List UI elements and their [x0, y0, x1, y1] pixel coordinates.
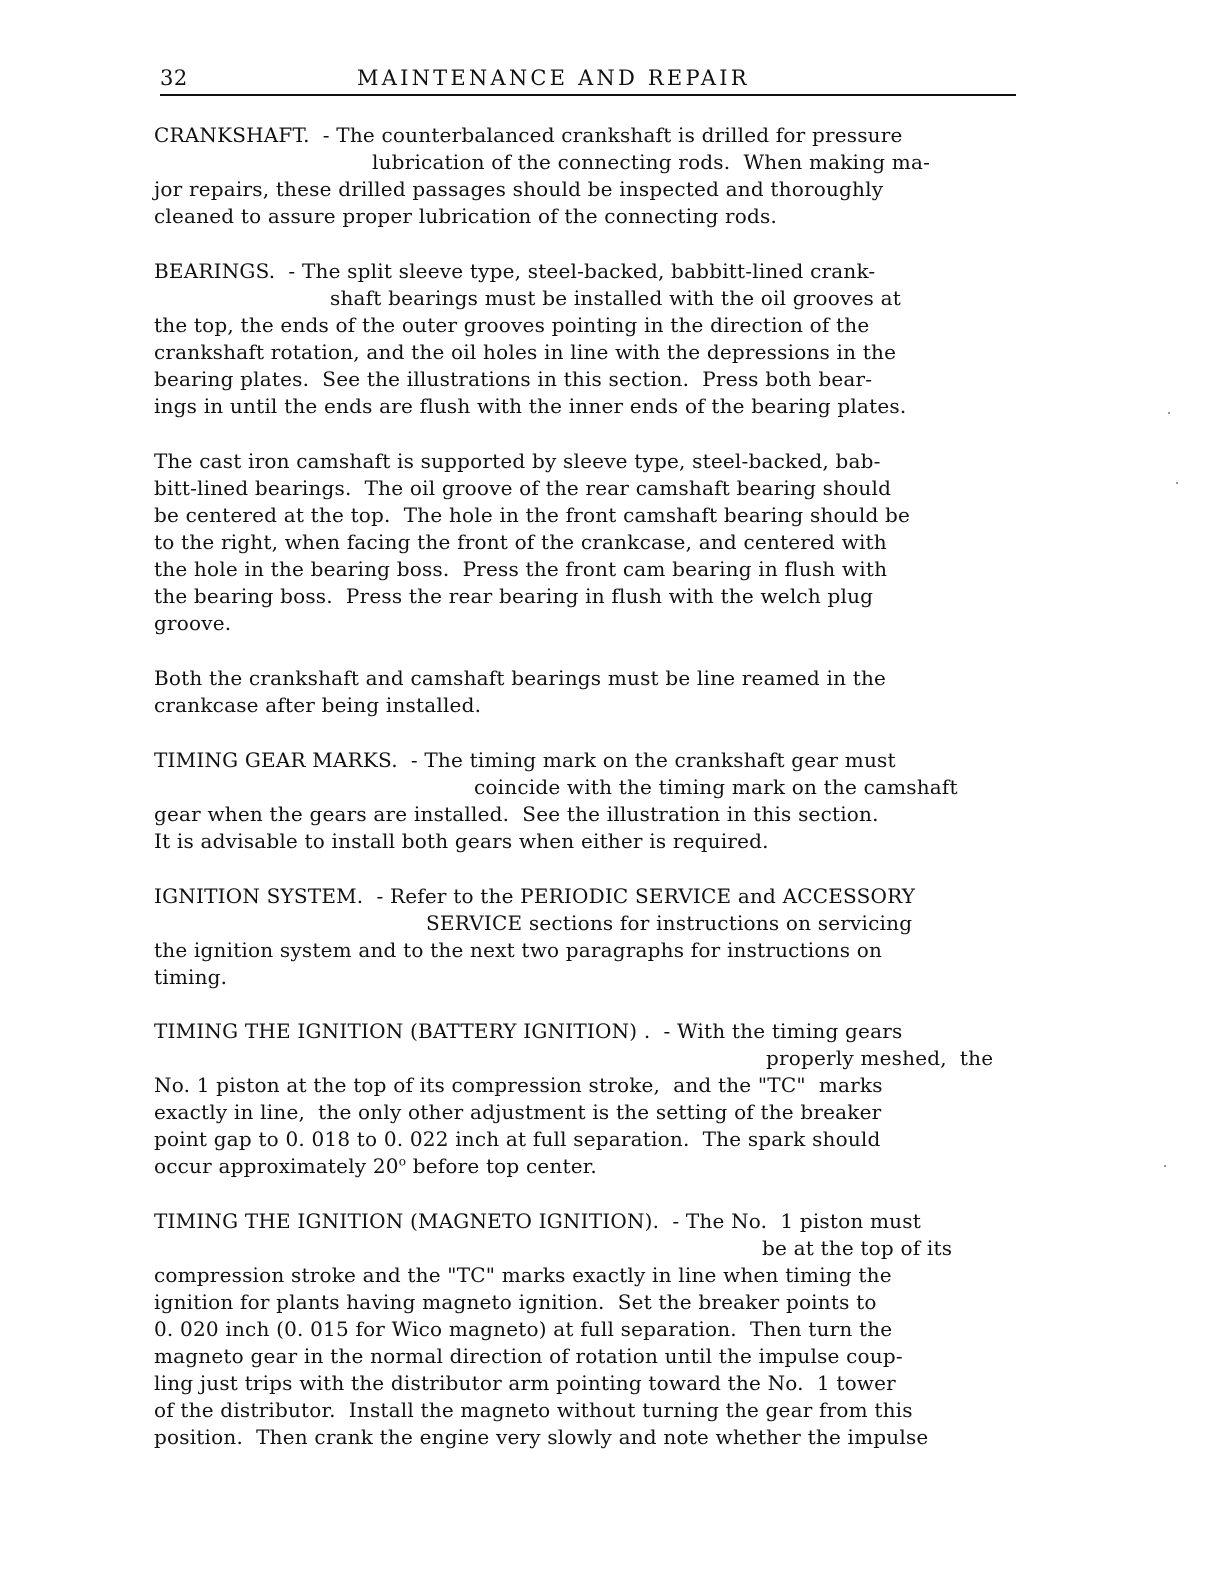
- camshaft-line-7: groove.: [154, 611, 232, 635]
- ignition-line-1: IGNITION SYSTEM. - Refer to the PERIODIC SERVICE and ACCESSORY: [154, 884, 916, 908]
- camshaft-line-5: the hole in the bearing boss. Press the front cam bearing in flush with: [154, 557, 888, 581]
- battery-line-4: exactly in line, the only other adjustment is the setting of the breaker: [154, 1100, 882, 1124]
- scan-speck: [1164, 1165, 1166, 1167]
- camshaft-line-6: the bearing boss. Press the rear bearing in flush with the welch plug: [154, 584, 874, 608]
- degree-symbol: o: [398, 1154, 407, 1169]
- ignition-line-3: the ignition system and to the next two paragraphs for instructions on: [154, 938, 883, 962]
- battery-line-6-end: before top center.: [406, 1154, 597, 1178]
- page-header: [160, 66, 1016, 96]
- magneto-line-8: of the distributor. Install the magneto without turning the gear from this: [154, 1398, 913, 1422]
- battery-line-2: properly meshed, the: [766, 1046, 994, 1070]
- camshaft-line-2: bitt-lined bearings. The oil groove of the rear camshaft bearing should: [154, 476, 892, 500]
- battery-line-5: point gap to 0. 018 to 0. 022 inch at full separation. The spark should: [154, 1127, 881, 1151]
- timing-gear-line-4: It is advisable to install both gears when either is required.: [154, 829, 769, 853]
- running-title: MAINTENANCE AND REPAIR: [357, 66, 750, 90]
- magneto-line-7: ling just trips with the distributor arm pointing toward the No. 1 tower: [154, 1371, 896, 1395]
- crankshaft-line-2: lubrication of the connecting rods. When making ma-: [372, 150, 931, 174]
- reaming-line-1: Both the crankshaft and camshaft bearings must be line reamed in the: [154, 666, 887, 690]
- ignition-line-4: timing.: [154, 965, 228, 989]
- bearings-line-1: BEARINGS. - The split sleeve type, steel-backed, babbitt-lined crank-: [154, 259, 876, 283]
- camshaft-line-1: The cast iron camshaft is supported by sleeve type, steel-backed, bab-: [154, 449, 881, 473]
- magneto-line-4: ignition for plants having magneto ignition. Set the breaker points to: [154, 1290, 877, 1314]
- magneto-line-1: TIMING THE IGNITION (MAGNETO IGNITION). - The No. 1 piston must: [154, 1209, 921, 1233]
- camshaft-line-3: be centered at the top. The hole in the front camshaft bearing should be: [154, 503, 911, 527]
- crankshaft-line-3: jor repairs, these drilled passages should be inspected and thoroughly: [154, 177, 884, 201]
- magneto-line-6: magneto gear in the normal direction of rotation until the impulse coup-: [154, 1344, 903, 1368]
- bearings-line-2: shaft bearings must be installed with the oil grooves at: [330, 286, 901, 310]
- battery-line-6-start: occur approximately 20: [154, 1154, 399, 1178]
- page-number: 32: [160, 66, 188, 90]
- bearings-line-5: bearing plates. See the illustrations in this section. Press both bear-: [154, 367, 873, 391]
- camshaft-line-4: to the right, when facing the front of the crankcase, and centered with: [154, 530, 887, 554]
- magneto-line-2: be at the top of its: [762, 1236, 953, 1260]
- ignition-line-2: SERVICE sections for instructions on servicing: [426, 911, 913, 935]
- battery-line-6: [154, 1153, 597, 1180]
- bearings-line-3: the top, the ends of the outer grooves pointing in the direction of the: [154, 313, 870, 337]
- bearings-line-6: ings in until the ends are flush with the inner ends of the bearing plates.: [154, 394, 907, 418]
- magneto-line-5: 0. 020 inch (0. 015 for Wico magneto) at full separation. Then turn the: [154, 1317, 893, 1341]
- crankshaft-line-4: cleaned to assure proper lubrication of the connecting rods.: [154, 204, 778, 228]
- scan-speck: [1168, 412, 1170, 414]
- battery-line-3: No. 1 piston at the top of its compression stroke, and the "TC" marks: [154, 1073, 883, 1097]
- reaming-line-2: crankcase after being installed.: [154, 693, 482, 717]
- timing-gear-line-2: coincide with the timing mark on the camshaft: [474, 775, 958, 799]
- timing-gear-line-1: TIMING GEAR MARKS. - The timing mark on the crankshaft gear must: [154, 748, 896, 772]
- battery-line-1: TIMING THE IGNITION (BATTERY IGNITION) . - With the timing gears: [154, 1019, 903, 1043]
- bearings-line-4: crankshaft rotation, and the oil holes in line with the depressions in the: [154, 340, 897, 364]
- crankshaft-line-1: CRANKSHAFT. - The counterbalanced crankshaft is drilled for pressure: [154, 123, 903, 147]
- scan-speck: [1176, 482, 1178, 484]
- timing-gear-line-3: gear when the gears are installed. See the illustration in this section.: [154, 802, 879, 826]
- magneto-line-3: compression stroke and the "TC" marks exactly in line when timing the: [154, 1263, 892, 1287]
- magneto-line-9: position. Then crank the engine very slowly and note whether the impulse: [154, 1425, 929, 1449]
